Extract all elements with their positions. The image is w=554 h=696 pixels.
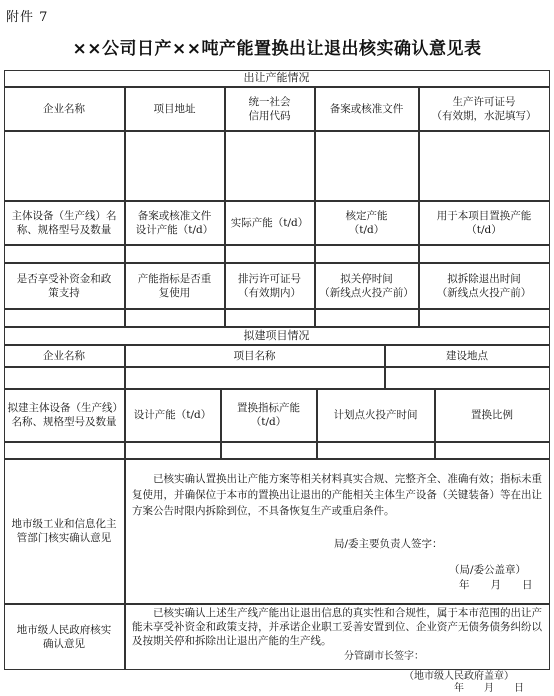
exit-header-cell: 企业名称 (4, 87, 125, 131)
exit-blank-cell (315, 131, 419, 201)
exit-blank-cell (315, 309, 419, 327)
exit-blank-cell (4, 245, 125, 263)
exit-header-cell: 生产许可证号 （有效期，水泥填写） (419, 87, 550, 131)
city-gov-signature-label: 分管副市长签字： (344, 651, 424, 662)
exit-blank-cell (225, 245, 315, 263)
exit-blank-cell (125, 131, 225, 201)
exit-header-cell: 是否享受补资金和政 策支持 (4, 263, 125, 309)
city-gov-date: 年 月 日 (454, 683, 524, 694)
exit-section-header: 出让产能情况 (4, 70, 550, 87)
city-gov-label: 地市级人民政府核实 确认意见 (4, 604, 125, 670)
new-header-cell: 项目名称 (125, 345, 385, 367)
exit-header-cell: 拟拆除退出时间 （新线点火投产前） (419, 263, 550, 309)
exit-blank-cell (419, 245, 550, 263)
city-industry-date: 年 月 日 (459, 579, 533, 591)
annex-label: 附件 7 (6, 10, 49, 25)
confirmation-table (4, 70, 550, 694)
new-header-cell: 建设地点 (385, 345, 550, 367)
new-blank-cell (435, 442, 550, 459)
new-header-cell: 设计产能（t/d） (125, 389, 221, 442)
new-header-cell: 置换指标产能 （t/d） (221, 389, 317, 442)
new-blank-cell (4, 367, 125, 389)
exit-blank-cell (4, 131, 125, 201)
exit-header-cell: 备案或核准文件 设计产能（t/d） (125, 201, 225, 245)
city-industry-signature-label: 局/委主要负责人签字： (334, 538, 443, 550)
new-blank-cell (221, 442, 317, 459)
exit-header-cell: 排污许可证号 （有效期内） (225, 263, 315, 309)
city-industry-opinion-text: 已核实确认置换出让产能方案等相关材料真实合规、完整齐全、准确有效；指标未重复使用，并确保位于本市的置换出让退出的产能相关主体生产设备（关键装备）等在出让方案公告时限内拆除到位，不具备恢复生产或重启条件。 (132, 473, 542, 517)
exit-header-cell: 产能指标是否重 复使用 (125, 263, 225, 309)
new-blank-cell (317, 442, 435, 459)
new-blank-cell (125, 442, 221, 459)
new-section-header: 拟建项目情况 (4, 327, 550, 345)
exit-header-cell: 核定产能 （t/d） (315, 201, 419, 245)
new-header-cell: 置换比例 (435, 389, 550, 442)
exit-header-cell: 实际产能（t/d） (225, 201, 315, 245)
exit-header-cell: 项目地址 (125, 87, 225, 131)
exit-blank-cell (419, 131, 550, 201)
exit-blank-cell (4, 309, 125, 327)
city-gov-seal: （地市级人民政府盖章） (404, 671, 514, 682)
exit-header-cell: 备案或核准文件 (315, 87, 419, 131)
new-header-cell: 企业名称 (4, 345, 125, 367)
exit-blank-cell (125, 245, 225, 263)
new-blank-cell (4, 442, 125, 459)
exit-header-cell: 统一社会 信用代码 (225, 87, 315, 131)
exit-blank-cell (225, 131, 315, 201)
new-header-cell: 计划点火投产时间 (317, 389, 435, 442)
exit-header-cell: 拟关停时间 （新线点火投产前） (315, 263, 419, 309)
exit-blank-cell (225, 309, 315, 327)
exit-header-cell: 主体设备（生产线）名 称、规格型号及数量 (4, 201, 125, 245)
city-industry-seal: （局/委公盖章） (449, 564, 527, 576)
page-title: ××公司日产××吨产能置换出让退出核实确认意见表 (72, 39, 482, 59)
city-gov-opinion-text: 已核实确认上述生产线产能出让退出信息的真实性和合规性，属于本市范围的出让产能未享受补资金和政策支持，并承诺企业职工妥善安置到位、企业资产无债务债务纠纷以及按期关停和拆除出让退出产能的生产线。 (132, 607, 542, 647)
exit-header-cell: 用于本项目置换产能 （t/d） (419, 201, 550, 245)
new-header-cell: 拟建主体设备（生产线） 名称、规格型号及数量 (4, 389, 125, 442)
exit-blank-cell (315, 245, 419, 263)
new-blank-cell (385, 367, 550, 389)
city-industry-label: 地市级工业和信息化主 管部门核实确认意见 (4, 459, 125, 604)
new-blank-cell (125, 367, 385, 389)
exit-blank-cell (125, 309, 225, 327)
exit-blank-cell (419, 309, 550, 327)
